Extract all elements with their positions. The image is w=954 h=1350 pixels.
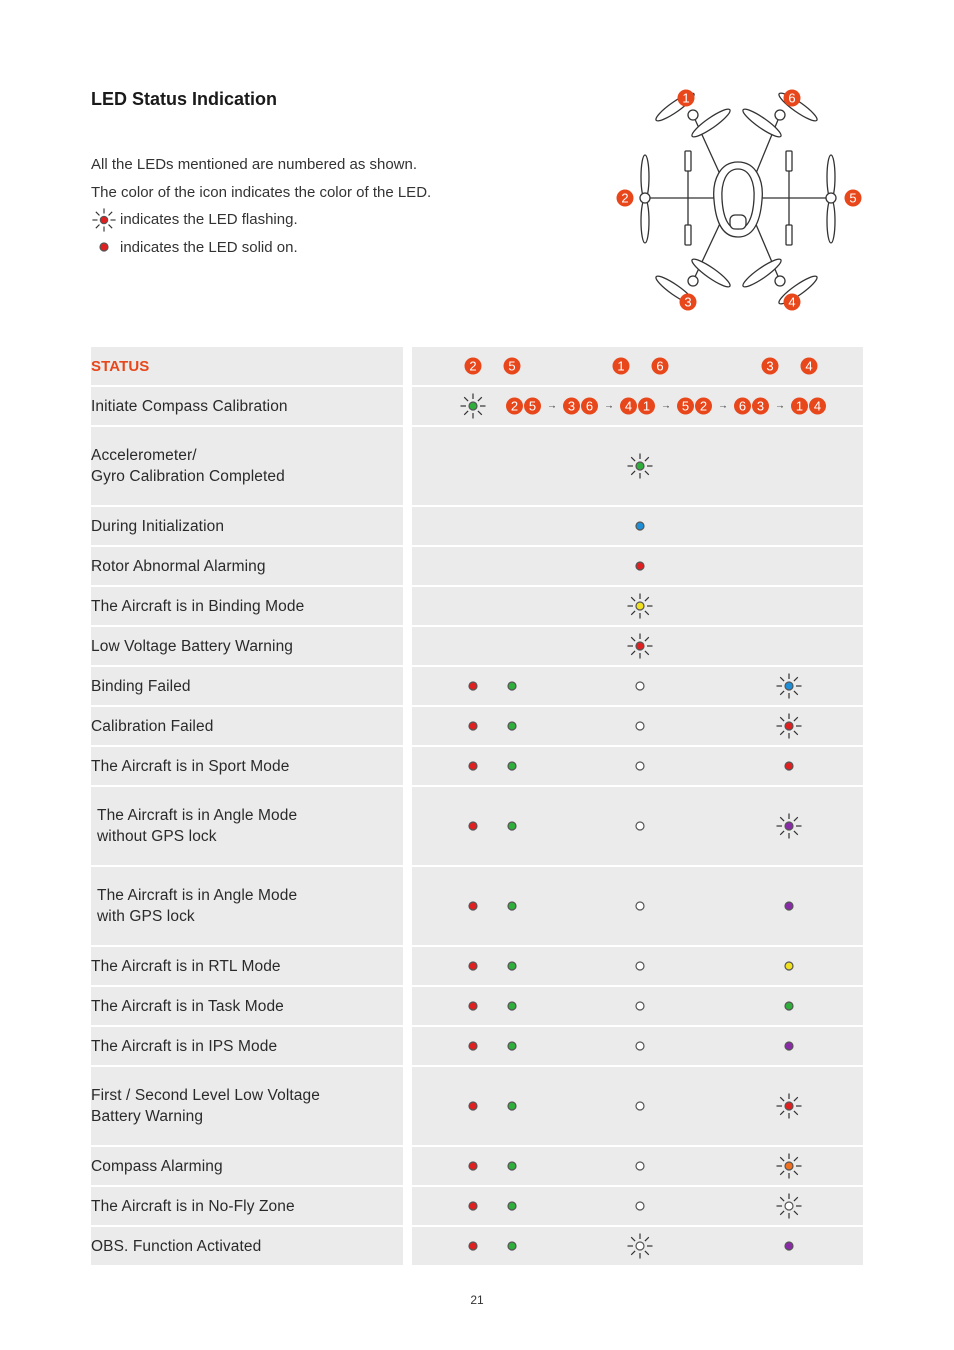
solid-led-icon [467, 1200, 479, 1212]
flashing-led-icon [626, 632, 654, 660]
solid-led-icon [467, 1040, 479, 1052]
status-label-text: Calibration Failed [91, 717, 214, 735]
solid-led-icon [506, 960, 518, 972]
table-row [91, 547, 863, 587]
table-row [91, 1147, 863, 1187]
flashing-led-icon [775, 1092, 803, 1120]
solid-led-icon [783, 900, 795, 912]
status-label [91, 1147, 403, 1187]
status-label-text: The Aircraft is in Sport Mode [91, 757, 290, 775]
flashing-led-icon [626, 1232, 654, 1260]
led-label-2: 2 [617, 190, 634, 207]
header-led-4: 4 [801, 358, 818, 375]
status-label [91, 387, 403, 427]
arrow-icon: → [718, 400, 728, 412]
led-status-table [91, 347, 863, 1267]
flashing-led-icon [775, 672, 803, 700]
flashing-led-icon [626, 592, 654, 620]
solid-led-icon [634, 1100, 646, 1112]
solid-led-icon [467, 1240, 479, 1252]
status-label [91, 947, 403, 987]
status-label [91, 427, 403, 507]
status-label-text: The Aircraft is in No-Fly Zone [91, 1197, 295, 1215]
led-indicators [412, 787, 863, 867]
solid-led-icon [506, 1000, 518, 1012]
status-label [91, 587, 403, 627]
led-number-badge: 4 [809, 398, 826, 415]
flashing-led-icon [775, 1192, 803, 1220]
led-indicators [412, 1147, 863, 1187]
led-number-badge: 6 [581, 398, 598, 415]
solid-led-icon [467, 1000, 479, 1012]
led-indicators [412, 587, 863, 627]
table-row [91, 747, 863, 787]
arrow-icon: → [775, 400, 785, 412]
solid-led-icon [634, 960, 646, 972]
led-indicators [412, 867, 863, 947]
status-label [91, 1067, 403, 1147]
led-pair [791, 398, 826, 415]
table-row [91, 1227, 863, 1267]
status-label-text: OBS. Function Activated [91, 1237, 262, 1255]
led-number-badge: 4 [620, 398, 637, 415]
led-pair [677, 398, 712, 415]
arrow-icon: → [604, 400, 614, 412]
table-row [91, 707, 863, 747]
status-label [91, 1027, 403, 1067]
solid-led-icon [634, 520, 646, 532]
led-number-badge: 5 [524, 398, 541, 415]
solid-led-icon [506, 1160, 518, 1172]
led-indicators [412, 707, 863, 747]
led-number-badge: 1 [638, 398, 655, 415]
hexacopter-icon [612, 85, 864, 315]
solid-led-icon [783, 760, 795, 772]
led-indicators [412, 667, 863, 707]
led-indicators [412, 987, 863, 1027]
led-group-headers [412, 347, 863, 387]
table-row [91, 947, 863, 987]
solid-led-icon [506, 1040, 518, 1052]
solid-led-icon [506, 900, 518, 912]
status-label-text: During Initialization [91, 517, 225, 535]
header-led-2: 2 [465, 358, 482, 375]
led-number-badge: 5 [677, 398, 694, 415]
led-indicators [412, 947, 863, 987]
led-number-badge: 1 [791, 398, 808, 415]
drone-diagram [612, 85, 864, 315]
led-number-badge: 3 [563, 398, 580, 415]
led-number-badge: 3 [752, 398, 769, 415]
solid-led-icon [634, 1000, 646, 1012]
led-indicators [412, 627, 863, 667]
status-label-text: Binding Failed [91, 677, 191, 695]
status-label-text: The Aircraft is in Binding Mode [91, 597, 305, 615]
status-label [91, 507, 403, 547]
solid-led-icon [91, 236, 117, 258]
status-label-text: First / Second Level Low Voltage Battery Warning [91, 1087, 320, 1125]
legend-flashing [91, 206, 431, 234]
led-indicators [412, 387, 863, 427]
led-pair [734, 398, 769, 415]
led-label-3: 3 [680, 294, 697, 311]
legend-solid [91, 234, 431, 262]
solid-led-icon [783, 1000, 795, 1012]
arrow-icon: → [547, 400, 557, 412]
solid-led-icon [634, 900, 646, 912]
solid-led-icon [783, 960, 795, 972]
calibration-sequence [506, 398, 826, 415]
led-pair [563, 398, 598, 415]
led-indicators [412, 1227, 863, 1267]
status-label-text: Compass Alarming [91, 1157, 223, 1175]
header-led-3: 3 [762, 358, 779, 375]
solid-led-icon [506, 1100, 518, 1112]
status-label-text: The Aircraft is in Angle Mode with GPS lock [97, 887, 298, 925]
legend-solid-text: indicates the LED solid on. [120, 238, 298, 256]
solid-led-icon [506, 680, 518, 692]
intro-line-1: All the LEDs mentioned are numbered as shown. [91, 156, 418, 173]
flashing-led-icon [626, 452, 654, 480]
page-number: 21 [470, 1293, 484, 1307]
solid-led-icon [506, 760, 518, 772]
led-indicators [412, 1067, 863, 1147]
solid-led-icon [506, 1240, 518, 1252]
status-header: STATUS [91, 347, 403, 387]
solid-led-icon [467, 760, 479, 772]
status-label [91, 1227, 403, 1267]
solid-led-icon [467, 1100, 479, 1112]
status-label [91, 867, 403, 947]
status-label [91, 667, 403, 707]
status-label-text: The Aircraft is in RTL Mode [91, 957, 281, 975]
status-label-text: Low Voltage Battery Warning [91, 637, 294, 655]
solid-led-icon [634, 1160, 646, 1172]
led-label-1: 1 [678, 90, 695, 107]
led-pair [620, 398, 655, 415]
table-header-row [91, 347, 863, 387]
flashing-led-icon [91, 209, 117, 231]
table-row [91, 587, 863, 627]
status-label [91, 707, 403, 747]
table-row [91, 1067, 863, 1147]
header-led-5: 5 [504, 358, 521, 375]
status-label-text: Rotor Abnormal Alarming [91, 557, 266, 575]
flashing-led-icon [459, 392, 487, 420]
flashing-led-icon [775, 1152, 803, 1180]
led-indicators [412, 747, 863, 787]
header-led-1: 1 [613, 358, 630, 375]
status-label-text: The Aircraft is in IPS Mode [91, 1037, 278, 1055]
led-pair [506, 398, 541, 415]
table-row [91, 507, 863, 547]
solid-led-icon [783, 1240, 795, 1252]
status-label-text: Accelerometer/ Gyro Calibration Completed [91, 447, 285, 485]
status-label [91, 627, 403, 667]
solid-led-icon [634, 720, 646, 732]
table-row [91, 1027, 863, 1067]
table-row [91, 867, 863, 947]
header-led-6: 6 [652, 358, 669, 375]
arrow-icon: → [661, 400, 671, 412]
intro-line-2: The color of the icon indicates the color of the LED. [91, 183, 432, 201]
table-row [91, 667, 863, 707]
solid-led-icon [634, 1040, 646, 1052]
solid-led-icon [634, 560, 646, 572]
intro-text [91, 151, 431, 261]
status-label-text: The Aircraft is in Angle Mode without GPS lock [97, 807, 298, 845]
solid-led-icon [467, 960, 479, 972]
led-indicators [412, 427, 863, 507]
legend-flashing-text: indicates the LED flashing. [120, 211, 298, 228]
led-label-4: 4 [784, 294, 801, 311]
led-number-badge: 2 [695, 398, 712, 415]
solid-led-icon [634, 680, 646, 692]
table-row [91, 987, 863, 1027]
led-number-badge: 6 [734, 398, 751, 415]
status-label-text: The Aircraft is in Task Mode [91, 997, 284, 1015]
solid-led-icon [634, 820, 646, 832]
status-label [91, 747, 403, 787]
table-row [91, 787, 863, 867]
solid-led-icon [783, 1040, 795, 1052]
led-label-5: 5 [845, 190, 862, 207]
solid-led-icon [634, 760, 646, 772]
status-label [91, 787, 403, 867]
status-label [91, 547, 403, 587]
led-indicators [412, 507, 863, 547]
solid-led-icon [467, 900, 479, 912]
flashing-led-icon [775, 812, 803, 840]
led-indicators [412, 1027, 863, 1067]
status-label [91, 987, 403, 1027]
status-label-text: Initiate Compass Calibration [91, 397, 288, 415]
solid-led-icon [467, 1160, 479, 1172]
solid-led-icon [506, 820, 518, 832]
solid-led-icon [634, 1200, 646, 1212]
led-indicators [412, 547, 863, 587]
table-row [91, 427, 863, 507]
table-row [91, 627, 863, 667]
led-indicators [412, 1187, 863, 1227]
led-number-badge: 2 [506, 398, 523, 415]
table-row [91, 1187, 863, 1227]
solid-led-icon [467, 820, 479, 832]
led-label-6: 6 [784, 90, 801, 107]
solid-led-icon [467, 720, 479, 732]
table-row [91, 387, 863, 427]
page-title: LED Status Indication [91, 89, 278, 109]
solid-led-icon [506, 1200, 518, 1212]
solid-led-icon [506, 720, 518, 732]
solid-led-icon [467, 680, 479, 692]
status-label [91, 1187, 403, 1227]
flashing-led-icon [775, 712, 803, 740]
